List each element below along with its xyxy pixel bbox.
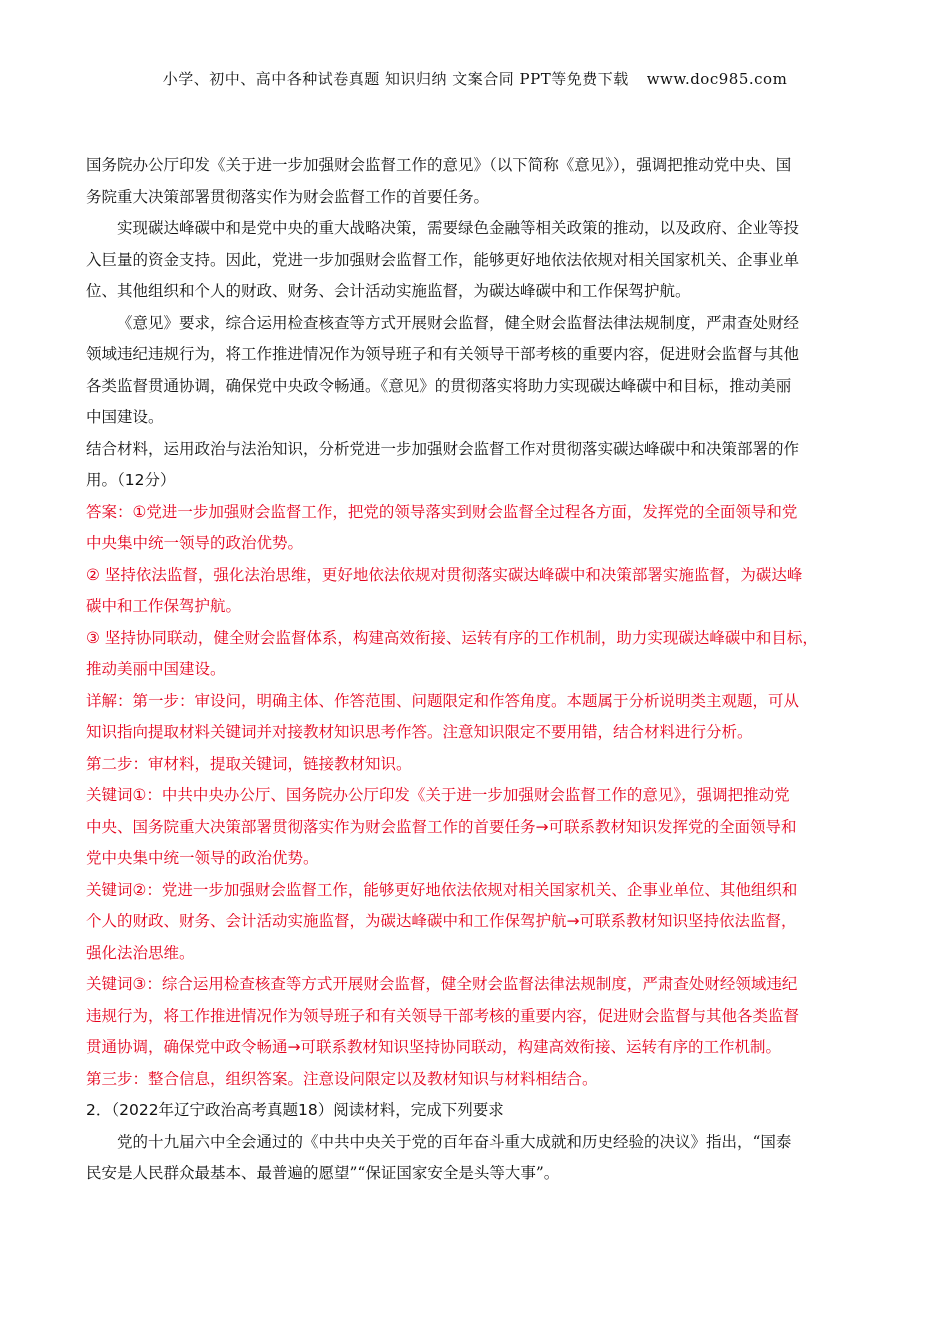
header-site: www.doc985.com [646,70,788,88]
material-line: 领域违纪违规行为，将工作推进情况作为领导班子和有关领导干部考核的重要内容，促进财会监督与其他 [86,345,800,363]
explanation-line: 关键词①：中共中央办公厅、国务院办公厅印发《关于进一步加强财会监督工作的意见》，强调把推动党 [86,786,790,804]
explanation-line: 违规行为，将工作推进情况作为领导班子和有关领导干部考核的重要内容，促进财会监督与其他各类监督 [86,1006,800,1025]
material-line: 各类监督贯通协调，确保党中央政令畅通。《意见》的贯彻落实将助力实现碳达峰碳中和目标，推动美丽 [86,376,792,395]
header-text: 小学、初中、高中各种试卷真题 知识归纳 文案合同 PPT等免费下载 [162,70,629,88]
next-question-section [86,1095,878,1190]
explanation-line: 关键词②：党进一步加强财会监督工作，能够更好地依法依规对相关国家机关、企事业单位、其他组织和 [86,880,798,899]
explanation-line: 中央、国务院重大决策部署贯彻落实作为财会监督工作的首要任务→可联系教材知识发挥党的全面领导和 [86,817,797,836]
answer-section [86,497,878,686]
material-line: 位、其他组织和个人的财政、财务、会计活动实施监督，为碳达峰碳中和工作保驾护航。 [86,282,691,300]
explanation-line: 强化法治思维。 [86,943,195,962]
explanation-line: 个人的财政、财务、会计活动实施监督，为碳达峰碳中和工作保驾护航→可联系教材知识坚持依法监督， [86,912,797,930]
explanation-line: 第三步：整合信息，组织答案。注意设问限定以及教材知识与材料相结合。 [86,1069,598,1088]
next-question-title: 2．（2022年辽宁政治高考真题18）阅读材料，完成下列要求 [86,1101,504,1119]
material-line: 务院重大决策部署贯彻落实作为财会监督工作的首要任务。 [86,187,490,206]
answer-line: 答案：①党进一步加强财会监督工作，把党的领导落实到财会监督全过程各方面，发挥党的全面领导和党 [86,502,798,521]
material-section [86,150,878,434]
next-question-line: 党的十九届六中全会通过的《中共中央关于党的百年奋斗重大成就和历史经验的决议》指出，“国泰 [117,1132,792,1151]
explanation-line: 第二步：审材料，提取关键词，链接教材知识。 [86,754,412,773]
material-line: 入巨量的资金支持。因此，党进一步加强财会监督工作，能够更好地依法依规对相关国家机关、企事业单 [86,250,800,269]
material-line: 中国建设。 [86,408,164,426]
material-line: 实现碳达峰碳中和是党中央的重大战略决策，需要绿色金融等相关政策的推动，以及政府、企业等投 [117,219,800,237]
material-line: 国务院办公厅印发《关于进一步加强财会监督工作的意见》（以下简称《意见》），强调把推动党中央、国 [86,156,792,174]
explanation-line: 知识指向提取材料关键词并对接教材知识思考作答。注意知识限定不要用错，结合材料进行分析。 [86,723,753,741]
answer-line: 中央集中统一领导的政治优势。 [86,534,304,552]
answer-line: 推动美丽中国建设。 [86,660,226,678]
next-question-line: 民安是人民群众最基本、最普遍的愿望”“保证国家安全是头等大事”。 [86,1164,560,1182]
explanation-line: 关键词③：综合运用检查核查等方式开展财会监督，健全财会监督法律法规制度，严肃查处财经领域违纪 [86,975,798,993]
answer-line: 碳中和工作保驾护航。 [86,597,242,615]
explanation-line: 贯通协调，确保党中政令畅通→可联系教材知识坚持协同联动，构建高效衔接、运转有序的工作机制。 [86,1038,781,1056]
question-line: 用。（12分） [86,471,176,489]
material-line: 《意见》要求，综合运用检查核查等方式开展财会监督，健全财会监督法律法规制度，严肃查处财经 [117,313,800,332]
question-section [86,434,878,497]
explanation-line: 党中央集中统一领导的政治优势。 [86,849,319,867]
explanation-section [86,686,878,1096]
answer-line: ② 坚持依法监督，强化法治思维，更好地依法依规对贯彻落实碳达峰碳中和决策部署实施监督，为碳达峰 [86,565,803,584]
explanation-line: 详解：第一步：审设问，明确主体、作答范围、问题限定和作答角度。本题属于分析说明类主观题，可从 [86,691,800,710]
question-line: 结合材料，运用政治与法治知识，分析党进一步加强财会监督工作对贯彻落实碳达峰碳中和决策部署的作 [86,439,800,458]
page-header [0,68,950,89]
document-body [86,150,878,1190]
answer-line: ③ 坚持协同联动，健全财会监督体系，构建高效衔接、运转有序的工作机制，助力实现碳达峰碳中和目标， [86,628,818,647]
